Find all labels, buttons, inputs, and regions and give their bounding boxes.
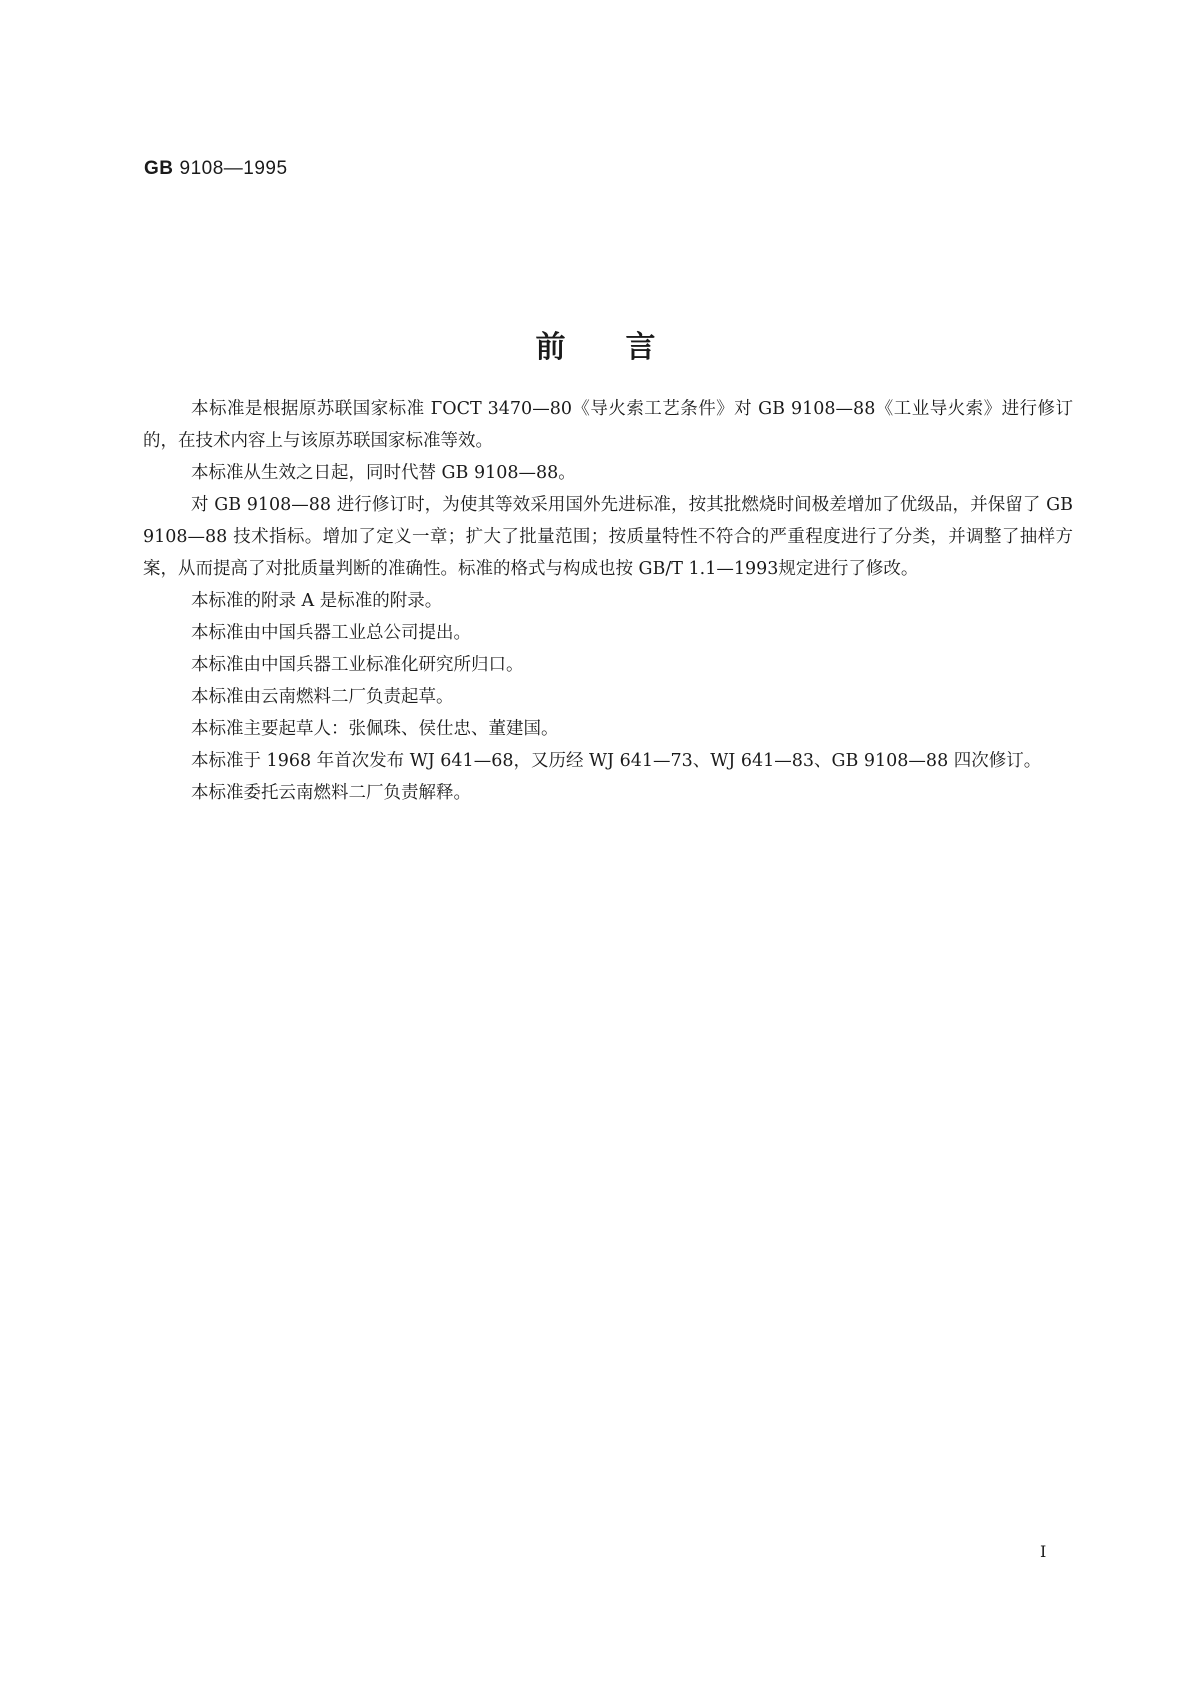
paragraph-history: 本标准于 1968 年首次发布 WJ 641—68，又历经 WJ 641—73、WJ 641—83、GB 9108—88 四次修订。 xyxy=(191,751,1042,771)
standard-code xyxy=(144,158,288,180)
paragraph-appendix: 本标准的附录 A 是标准的附录。 xyxy=(191,591,443,611)
page-title: 前言 xyxy=(535,330,716,365)
standard-prefix: GB xyxy=(144,158,174,179)
paragraph-administrator: 本标准由中国兵器工业标准化研究所归口。 xyxy=(191,655,524,675)
paragraph-replacement: 本标准从生效之日起，同时代替 GB 9108—88。 xyxy=(191,463,576,483)
standard-number: 9108—1995 xyxy=(179,158,288,179)
paragraph-drafting-unit: 本标准由云南燃料二厂负责起草。 xyxy=(191,687,454,707)
foreword-body xyxy=(143,393,1073,809)
paragraph-revision-details: 对 GB 9108—88 进行修订时，为使其等效采用国外先进标准，按其批燃烧时间极差增加了优级品，并保留了 GB 9108—88 技术指标。增加了定义一章；扩大了批量范围；按质量特性不符合的严重程度进行了分类，并调整了抽样方案，从而提高了对批质量判断的准确性。标准的格式与构成也按 GB/T 1.1—1993规定进行了修改。 xyxy=(143,495,1073,579)
paragraph-proposer: 本标准由中国兵器工业总公司提出。 xyxy=(191,623,471,643)
paragraph-basis: 本标准是根据原苏联国家标准 ГОСТ 3470—80《导火索工艺条件》对 GB 9108—88《工业导火索》进行修订的，在技术内容上与该原苏联国家标准等效。 xyxy=(143,399,1073,451)
paragraph-interpretation: 本标准委托云南燃料二厂负责解释。 xyxy=(191,783,471,803)
paragraph-drafters: 本标准主要起草人：张佩珠、侯仕忠、董建国。 xyxy=(191,719,559,739)
page-number: I xyxy=(1040,1542,1047,1561)
